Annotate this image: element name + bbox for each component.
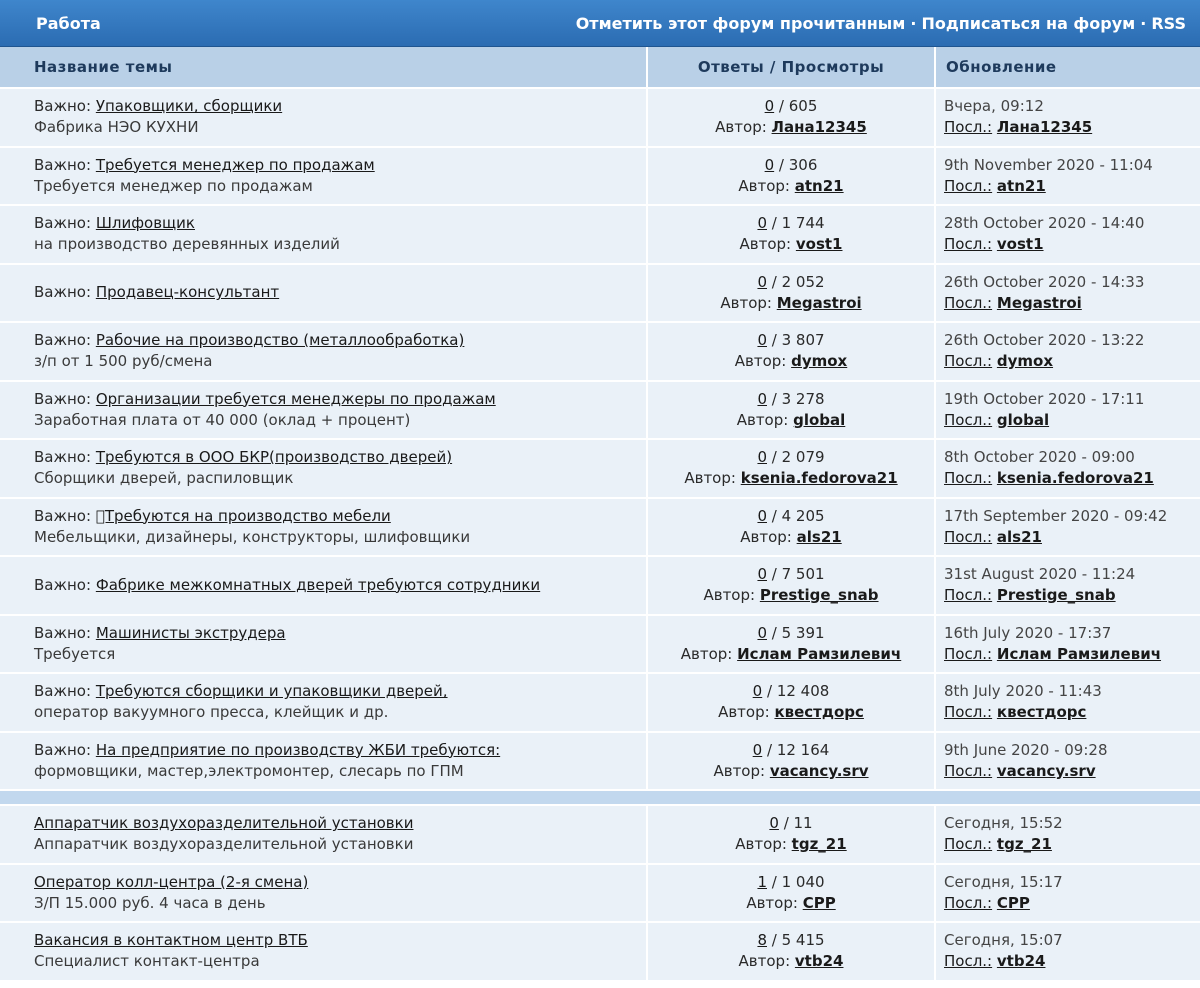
topic-cell [0,382,646,439]
views-count: 3 278 [781,389,825,408]
last-poster-line [944,293,1200,314]
topic-row [0,440,1200,499]
last-poster-line [944,176,1200,197]
stats-cell [646,806,934,863]
topic-title-line [34,930,646,951]
author-link[interactable]: CPP [802,893,836,912]
replies-views: 0 / 1 744 [757,214,825,233]
update-time: 28th October 2020 - 14:40 [944,214,1145,233]
update-cell [934,923,1200,980]
topic-title-line [34,623,646,644]
author-label: Автор: [713,761,766,780]
author-label: Автор: [740,527,792,546]
topic-title-link[interactable]: Требуется менеджер по продажам [95,155,375,174]
author-line [703,585,878,606]
topic-cell [0,499,646,556]
last-poster-link[interactable]: tgz_21 [996,835,1052,854]
author-label: Автор: [680,644,733,663]
topic-row [0,265,1200,324]
sticky-topics-list [0,89,1200,791]
topic-title-link[interactable]: Рабочие на производство (металлообработка) [95,331,465,350]
stats-cell [646,733,934,790]
topic-cell [0,440,646,497]
important-prefix: Важно: [34,506,92,525]
author-link[interactable]: ksenia.fedorova21 [740,469,898,488]
last-poster-link[interactable]: Лана12345 [996,118,1093,137]
topic-title-link[interactable]: Продавец-консультант [95,283,280,302]
update-time: 17th September 2020 - 09:42 [944,506,1168,525]
topic-row [0,557,1200,616]
update-cell [934,89,1200,146]
topic-description: Сборщики дверей, распиловщик [34,469,294,488]
topic-row [0,865,1200,924]
topic-title-link[interactable]: Вакансия в контактном центр ВТБ [34,931,308,950]
replies-views: 0 / 12 408 [752,682,830,701]
views-count: 3 807 [781,331,825,350]
replies-count-link[interactable]: 1 [757,872,767,891]
update-time: 31st August 2020 - 11:24 [944,565,1136,584]
last-poster-link[interactable]: CPP [996,893,1030,912]
author-link[interactable]: global [793,410,846,429]
table-header [0,47,1200,89]
views-count: 11 [793,814,813,833]
update-time: 9th June 2020 - 09:28 [944,740,1108,759]
author-line [740,527,841,548]
topic-description: Требуется [34,644,116,663]
topic-description: З/П 15.000 руб. 4 часа в день [34,893,266,912]
author-line [735,834,846,855]
topic-description: Аппаратчик воздухоразделительной установки [34,835,414,854]
topic-cell [0,923,646,980]
topic-title-line [34,282,646,303]
update-time: 16th July 2020 - 17:37 [944,623,1112,642]
replies-count-link[interactable]: 0 [757,389,767,408]
views-count: 1 744 [781,214,825,233]
replies-count-link[interactable]: 0 [757,448,767,467]
topic-row [0,206,1200,265]
important-prefix: Важно: [34,214,92,233]
last-poster-link[interactable]: Prestige_snab [996,586,1116,605]
topic-title-line [34,155,646,176]
important-prefix: Важно: [34,97,92,116]
forum-header-bar [0,0,1200,47]
update-cell [934,440,1200,497]
topic-cell [0,89,646,146]
topic-title-line [34,447,646,468]
author-label: Автор: [734,352,787,371]
update-cell [934,206,1200,263]
author-line [713,761,868,782]
last-poster-line [944,644,1200,665]
author-link[interactable]: atn21 [794,176,844,195]
topic-row [0,923,1200,982]
topic-cell [0,265,646,322]
author-label: Автор: [736,410,789,429]
last-poster-line [944,234,1200,255]
last-poster-link[interactable]: квестдорс [996,703,1087,722]
topic-description: оператор вакуумного пресса, клейщик и др. [34,703,389,722]
update-cell [934,382,1200,439]
last-post-link[interactable]: Посл.: [944,703,993,722]
author-label: Автор: [746,893,798,912]
last-poster-line [944,702,1200,723]
last-poster-link[interactable]: Megastroi [996,293,1082,312]
topic-title-line [34,813,646,834]
replies-count-link[interactable]: 0 [769,814,779,833]
topics-list [0,806,1200,982]
update-time: 19th October 2020 - 17:11 [944,389,1145,408]
topic-title-link[interactable]: Машинисты экструдера [95,623,286,642]
section-divider [0,791,1200,806]
update-cell [934,148,1200,205]
topic-title-line [34,330,646,351]
topic-description: Требуется менеджер по продажам [34,176,313,195]
replies-views: 0 / 11 [769,814,813,833]
column-topic-header[interactable]: Название темы [34,58,173,76]
author-label: Автор: [735,835,787,854]
topic-row [0,89,1200,148]
views-count: 2 052 [781,272,825,291]
replies-count-link[interactable]: 0 [757,214,767,233]
stats-cell [646,865,934,922]
important-prefix: Важно: [34,623,92,642]
author-link[interactable]: vtb24 [794,952,844,971]
last-poster-line [944,834,1200,855]
last-post-link[interactable]: Посл.: [944,469,993,488]
topic-row [0,323,1200,382]
author-link[interactable]: tgz_21 [791,835,847,854]
author-line [738,176,843,197]
replies-views: 0 / 306 [764,155,818,174]
author-line [735,351,848,372]
last-poster-line [944,585,1200,606]
author-label: Автор: [738,176,790,195]
last-poster-line [944,893,1200,914]
last-poster-link[interactable]: atn21 [996,176,1046,195]
last-post-link[interactable]: Посл.: [944,118,993,137]
update-cell [934,499,1200,556]
last-post-link[interactable]: Посл.: [944,352,993,371]
author-label: Автор: [703,586,756,605]
author-link[interactable]: Ислам Рамзилевич [737,644,902,663]
last-poster-link[interactable]: vacancy.srv [996,761,1096,780]
replies-views: 0 / 4 205 [757,506,825,525]
topic-description: Фабрика НЭО КУХНИ [34,118,199,137]
topic-title-link[interactable]: Фабрике межкомнатных дверей требуются сотрудники [95,575,541,594]
topic-title-line [34,575,646,596]
important-prefix: Важно: [34,155,92,174]
topic-row [0,382,1200,441]
stats-cell [646,206,934,263]
topic-cell [0,865,646,922]
last-post-link[interactable]: Посл.: [944,176,993,195]
topic-cell [0,806,646,863]
last-post-link[interactable]: Посл.: [944,952,993,971]
last-post-link[interactable]: Посл.: [944,527,993,546]
rss-link[interactable]: RSS [1151,13,1186,33]
stats-cell [646,440,934,497]
topic-title-line [34,681,646,702]
update-time: Сегодня, 15:52 [944,814,1063,833]
last-post-link[interactable]: Посл.: [944,835,993,854]
replies-views: 0 / 2 052 [757,272,825,291]
update-cell [934,674,1200,731]
last-poster-link[interactable]: dymox [996,352,1054,371]
author-line [746,893,835,914]
topic-cell [0,206,646,263]
important-prefix: Важно: [34,575,92,594]
topic-description: Заработная плата от 40 000 (оклад + процент) [34,410,411,429]
author-label: Автор: [739,235,792,254]
topic-description: формовщики, мастер,электромонтер, слесарь по ГПМ [34,761,464,780]
replies-count-link[interactable]: 0 [757,272,767,291]
stats-cell [646,616,934,673]
last-poster-link[interactable]: ksenia.fedorova21 [996,469,1154,488]
last-poster-link[interactable]: global [996,410,1050,429]
separator: · [1140,13,1147,33]
update-time: 8th July 2020 - 11:43 [944,682,1102,701]
topic-description: Мебельщики, дизайнеры, конструкторы, шлифовщики [34,527,471,546]
subscribe-link[interactable]: Подписаться на форум [921,13,1136,33]
topic-title-link[interactable]: Требуются сборщики и упаковщики дверей, [95,682,448,701]
replies-count-link[interactable]: 0 [757,565,767,584]
topic-title-line [34,96,646,117]
last-poster-line [944,951,1200,972]
stats-cell [646,674,934,731]
topic-description: Специалист контакт-центра [34,952,260,971]
topic-title-link[interactable]: Организации требуется менеджеры по продажам [95,389,496,408]
update-time: Сегодня, 15:07 [944,931,1063,950]
update-cell [934,557,1200,614]
last-poster-line [944,468,1200,489]
author-link[interactable]: Prestige_snab [759,586,879,605]
topic-row [0,148,1200,207]
replies-views: 8 / 5 415 [757,931,825,950]
replies-views: 0 / 2 079 [757,448,825,467]
important-prefix: Важно: [34,448,92,467]
views-count: 5 415 [781,931,825,950]
topic-description: на производство деревянных изделий [34,235,340,254]
views-count: 4 205 [781,506,825,525]
author-line [740,234,843,255]
topic-title-link[interactable]: Шлифовщик [95,214,195,233]
last-poster-link[interactable]: vost1 [996,235,1044,254]
important-prefix: Важно: [34,331,92,350]
replies-count-link[interactable]: 0 [764,155,775,174]
author-line [718,702,864,723]
topic-description: з/п от 1 500 руб/смена [34,352,213,371]
views-count: 7 501 [781,565,825,584]
topic-title-line [34,872,646,893]
topic-row [0,806,1200,865]
views-count: 605 [788,97,818,116]
update-cell [934,865,1200,922]
topic-title-link[interactable]: Упаковщики, сборщики [95,97,283,116]
replies-count-link[interactable]: 0 [752,740,763,759]
last-post-link[interactable]: Посл.: [944,761,993,780]
author-link[interactable]: als21 [796,527,842,546]
author-link[interactable]: vost1 [795,235,843,254]
topic-title-line [34,389,646,410]
update-time: 26th October 2020 - 13:22 [944,331,1145,350]
author-link[interactable]: Лана12345 [771,118,867,137]
author-link[interactable]: Megastroi [776,293,862,312]
forum-actions [576,14,1186,33]
author-line [737,410,846,431]
last-poster-line [944,117,1200,138]
forum-title: Работа [36,13,101,33]
column-updated-header[interactable]: Обновление [934,47,1200,87]
replies-views: 0 / 3 278 [757,389,825,408]
topic-title-line [34,740,646,761]
topic-cell [0,148,646,205]
replies-count-link[interactable]: 0 [764,97,775,116]
update-cell [934,806,1200,863]
last-post-link[interactable]: Посл.: [944,644,993,663]
author-line [681,644,901,665]
author-label: Автор: [738,952,791,971]
views-count: 2 079 [781,448,825,467]
topic-title-link[interactable]: Оператор колл-центра (2-я смена) [34,872,309,891]
topic-title-line [34,506,646,527]
last-poster-link[interactable]: vtb24 [996,952,1046,971]
stats-cell [646,89,934,146]
update-time: 8th October 2020 - 09:00 [944,448,1135,467]
replies-count-link[interactable]: 0 [752,682,763,701]
last-poster-link[interactable]: als21 [996,527,1042,546]
important-prefix: Важно: [34,283,92,302]
replies-views: 0 / 605 [764,97,818,116]
last-post-link[interactable]: Посл.: [944,586,993,605]
topic-row [0,616,1200,675]
important-prefix: Важно: [34,682,92,701]
views-count: 12 408 [776,682,830,701]
author-label: Автор: [720,293,772,312]
topic-row [0,733,1200,792]
replies-count-link[interactable]: 0 [757,506,767,525]
topic-title-link[interactable]: На предприятие по производству ЖБИ требуются: [95,740,501,759]
author-label: Автор: [718,703,770,722]
topic-title-link[interactable]:  Требуются на производство мебели [95,506,391,525]
last-poster-line [944,761,1200,782]
author-link[interactable]: квестдорс [774,703,864,722]
replies-count-link[interactable]: 0 [757,331,767,350]
author-link[interactable]: vacancy.srv [769,761,869,780]
stats-cell [646,923,934,980]
column-replies-views-header[interactable]: Ответы / Просмотры [646,47,934,87]
update-time: Сегодня, 15:17 [944,872,1063,891]
update-time: 26th October 2020 - 14:33 [944,272,1145,291]
update-cell [934,323,1200,380]
views-count: 12 164 [776,740,830,759]
author-label: Автор: [715,118,767,137]
last-poster-link[interactable]: Ислам Рамзилевич [996,644,1162,663]
author-line [715,117,867,138]
replies-views: 0 / 7 501 [757,565,825,584]
last-post-link[interactable]: Посл.: [944,293,993,312]
replies-count-link[interactable]: 0 [757,623,767,642]
last-post-link[interactable]: Посл.: [944,893,993,912]
topic-title-link[interactable]: Аппаратчик воздухоразделительной установки [34,814,414,833]
topic-title-link[interactable]: Требуются в ООО БКР(производство дверей) [95,448,453,467]
update-cell [934,733,1200,790]
separator: · [910,13,917,33]
topic-row [0,674,1200,733]
author-link[interactable]: dymox [791,352,848,371]
stats-cell [646,382,934,439]
last-poster-line [944,351,1200,372]
stats-cell [646,148,934,205]
update-cell [934,616,1200,673]
last-poster-line [944,527,1200,548]
author-line [739,951,844,972]
views-count: 306 [788,155,818,174]
update-time: Вчера, 09:12 [944,97,1044,116]
stats-cell [646,499,934,556]
topic-title-line [34,213,646,234]
last-post-link[interactable]: Посл.: [944,235,993,254]
replies-views: 0 / 3 807 [757,331,825,350]
last-post-link[interactable]: Посл.: [944,410,993,429]
replies-count-link[interactable]: 8 [757,931,767,950]
views-count: 1 040 [781,872,825,891]
last-poster-line [944,410,1200,431]
topic-cell [0,323,646,380]
mark-read-link[interactable]: Отметить этот форум прочитанным [575,13,906,33]
author-line [684,468,897,489]
stats-cell [646,265,934,322]
author-label: Автор: [684,469,736,488]
important-prefix: Важно: [34,389,92,408]
topic-cell [0,616,646,673]
topic-cell [0,733,646,790]
topic-row [0,499,1200,558]
replies-views: 1 / 1 040 [757,872,825,891]
update-time: 9th November 2020 - 11:04 [944,155,1153,174]
topic-cell [0,557,646,614]
views-count: 5 391 [781,623,825,642]
topic-cell [0,674,646,731]
replies-views: 0 / 12 164 [752,740,830,759]
update-cell [934,265,1200,322]
replies-views: 0 / 5 391 [757,623,825,642]
stats-cell [646,557,934,614]
stats-cell [646,323,934,380]
author-line [720,293,861,314]
important-prefix: Важно: [34,740,92,759]
